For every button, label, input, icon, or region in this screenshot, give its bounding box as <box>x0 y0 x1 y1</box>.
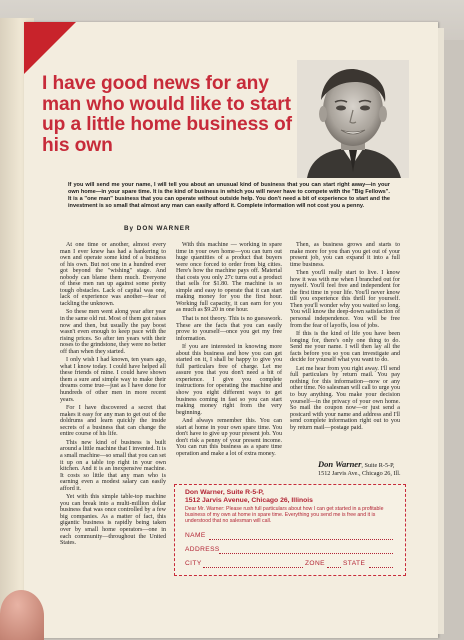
red-corner-tab <box>24 22 76 74</box>
paragraph: If you are interested in knowing more about this business and how you can get started on it, I shall be happy to give you full particulars free of charge. Let me assure you that you don't need a bit of experience. I give you complete instructions for operating the machine and show you eight different ways to get business coming in fast so you can start making money right from the very beginning. <box>176 344 282 416</box>
signature-block <box>318 461 428 477</box>
paragraph: Then, as business grows and starts to make more for you than you get out of your present job, you can expand it into a full time business. <box>290 242 400 268</box>
intro-paragraph: If you will send me your name, I will tell you about an unusual kind of business that you can start right away—in your own home—in your spare time. It is the kind of business in which you will never have to compete with the "Big Fellows". It is a "one man" business that you can operate without outside help. You don't need a bit of experience to start and the investment is so small that almost any man can easily afford it. Complete information will not cost you a penny. <box>68 182 390 209</box>
coupon-header-line-1: Don Warner, Suite R-5-P, <box>185 489 264 496</box>
article-column-1 <box>60 242 166 549</box>
paragraph: With this machine — working in spare time in your own home—you can turn out huge quantities of a product that buyers were once forced to order from big cities. Here's how the machine pays off. Material that costs you only 27c turns out a product that sells for $1.80. The machine is so simple and easy to operate that it can start making money for you the first hour. Working full capacity, it can earn for you as much as $9.20 in one hour. <box>176 242 282 314</box>
paragraph: This new kind of business is built around a little machine that I invented. It is a small machine—so small that you can set it up on a table top right in your own kitchen. And it is an inexpensive machine. It costs so little that any man who is earning even a modest salary can easily afford it. <box>60 439 166 492</box>
address-field[interactable] <box>219 553 393 554</box>
name-label: NAME <box>185 532 206 539</box>
paragraph: For I have discovered a secret that makes it easy for any man to get out of the doldrums and learn quickly the inside secrets of a business that can change the entire course of his life. <box>60 405 166 438</box>
paragraph: Then you'll really start to live. I know how it was with me when I branched out for myself. You'll feel free and independent for the first time in your life. You'll never know till you experience this thrill for yourself. Then you'll wonder why you waited so long. You will know the deep-down satisfaction of personal independence. You will be free from the fear of layoffs, loss of jobs. <box>290 270 400 329</box>
article-column-2 <box>176 242 282 460</box>
portrait-icon <box>297 60 409 178</box>
zone-field[interactable] <box>327 567 341 568</box>
zone-label: ZONE <box>305 560 325 567</box>
paragraph: I only wish I had known, ten years ago, what I know today. I could have helped all these friends of mine. I could have shown them a sure and simple way to make their dreams come true—just as I have done for hundreds of other men in more recent years. <box>60 357 166 403</box>
article-column-3 <box>290 242 400 433</box>
name-field[interactable] <box>209 539 393 540</box>
signature-address-1: , Suite R-5-P, <box>361 462 395 469</box>
thumb <box>0 590 44 640</box>
city-field[interactable] <box>203 567 303 568</box>
state-label: STATE <box>343 560 366 567</box>
portrait-photo <box>297 60 409 178</box>
paragraph: If this is the kind of life you have been longing for, there's only one thing to do. Send me your name. I will then lay all the facts before you so you can investigate and decide for yourself what you want to do. <box>290 331 400 364</box>
paragraph: At one time or another, almost every man I ever knew has had a hankering to own and operate some kind of a business of his own. But not one in a hundred ever got beyond the "wishing" stage. And nobody can blame them much. Everyone of these men ran up against some pretty tough obstacles. Lack of capital was one, lack of experience was another—fear of tackling the unknown. <box>60 242 166 307</box>
paragraph: So these men went along year after year in the same old rut. Most of them got raises now and then, but usually the pay boost wasn't even enough to keep pace with the rising prices. So after ten years with their noses to the grindstone, they were no better off than when they started. <box>60 309 166 355</box>
coupon-header <box>185 489 313 505</box>
state-field[interactable] <box>369 567 393 568</box>
coupon-header-line-2: 1512 Jarvis Avenue, Chicago 26, Illinois <box>185 497 313 504</box>
paragraph: That is not theory. This is no guesswork. These are the facts that you can easily prove to yourself—once you get my free information. <box>176 316 282 342</box>
signature-address-2: 1512 Jarvis Ave., Chicago 26, Ill. <box>318 469 401 477</box>
paragraph: Yet with this simple table-top machine you can break into a multi-million dollar business that was once controlled by a few big companies. As a matter of fact, this gigantic business is rapidly being taken over by small home operators—one in each community—throughout the United States. <box>60 494 166 547</box>
page-edge <box>438 28 444 634</box>
headline: I have good news for any man who would like to start up a little home business of his own <box>42 73 292 156</box>
signature-name: Don Warner <box>318 459 362 469</box>
paragraph: And always remember this. You can start at home in your own spare time. You don't have to give up your present job. You don't risk a penny of your present income. You can run this business as a spare time operation and make a lot of extra money. <box>176 418 282 457</box>
mail-coupon[interactable] <box>174 484 406 576</box>
city-label: CITY <box>185 560 202 567</box>
byline: By DON WARNER <box>124 225 191 232</box>
paragraph: Let me hear from you right away. I'll send full particulars by return mail. You pay nothing for this information—now or any other time. No salesman will call to urge you to buy anything. You make your decision yourself—in the privacy of your own home. So mail the coupon now—or just send a postcard with your name and address and I'll send complete information right out to you by return mail—postage paid. <box>290 365 400 431</box>
address-label: ADDRESS <box>185 546 220 553</box>
coupon-body: Dear Mr. Warner: Please rush full particulars about how I can get started in a profitable business of my own at home in spare time. Everything you send me is free and it is understood that no salesman will call. <box>185 506 384 525</box>
